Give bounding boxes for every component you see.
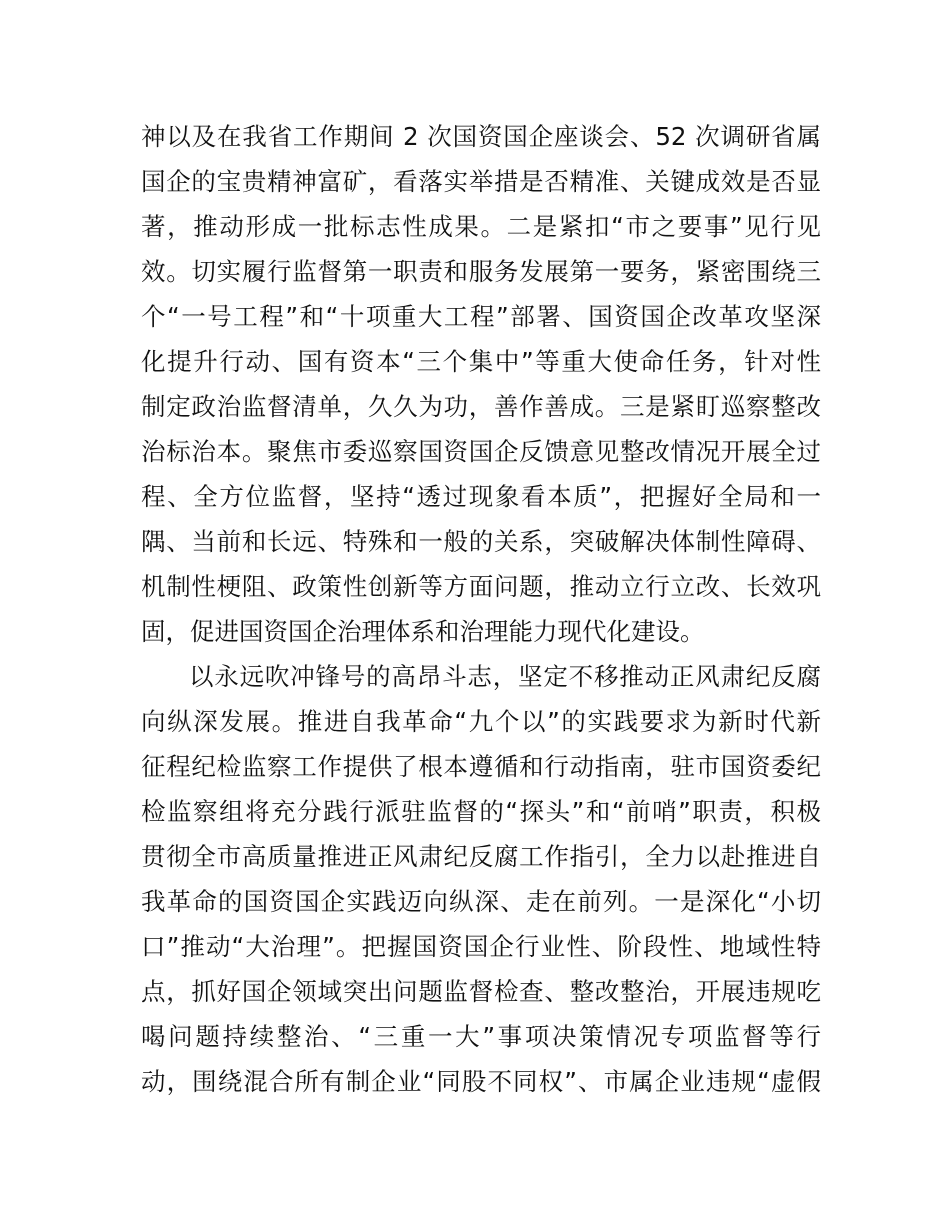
paragraph-line: 口”推动“大治理”。把握国资国企行业性、阶段性、地域性特 bbox=[141, 932, 821, 961]
paragraph-line: 神以及在我省工作期间 2 次国资国企座谈会、52 次调研省属 bbox=[141, 122, 821, 151]
paragraph-line: 动，围绕混合所有制企业“同股不同权”、市属企业违规“虚假 bbox=[141, 1067, 821, 1096]
paragraph-line: 机制性梗阻、政策性创新等方面问题，推动立行立改、长效巩 bbox=[141, 572, 821, 601]
paragraph-line: 隅、当前和长远、特殊和一般的关系，突破解决体制性障碍、 bbox=[141, 527, 821, 556]
paragraph-line: 我革命的国资国企实践迈向纵深、走在前列。一是深化“小切 bbox=[141, 887, 821, 916]
paragraph-line: 检监察组将充分践行派驻监督的“探头”和“前哨”职责，积极 bbox=[141, 797, 821, 826]
paragraph-line: 固，促进国资国企治理体系和治理能力现代化建设。 bbox=[141, 617, 705, 646]
paragraph-line: 征程纪检监察工作提供了根本遵循和行动指南，驻市国资委纪 bbox=[141, 752, 821, 781]
paragraph-line: 效。切实履行监督第一职责和服务发展第一要务，紧密围绕三 bbox=[141, 257, 821, 286]
paragraph-line: 以永远吹冲锋号的高昂斗志，坚定不移推动正风肃纪反腐 bbox=[189, 662, 821, 691]
paragraph-line: 贯彻全市高质量推进正风肃纪反腐工作指引，全力以赴推进自 bbox=[141, 842, 821, 871]
paragraph-line: 程、全方位监督，坚持“透过现象看本质”，把握好全局和一 bbox=[141, 482, 821, 511]
paragraph-line: 点，抓好国企领域突出问题监督检查、整改整治，开展违规吃 bbox=[141, 977, 821, 1006]
paragraph-line: 著，推动形成一批标志性成果。二是紧扣“市之要事”见行见 bbox=[141, 212, 821, 241]
paragraph-line: 国企的宝贵精神富矿，看落实举措是否精准、关键成效是否显 bbox=[141, 167, 821, 196]
paragraph-line: 个“一号工程”和“十项重大工程”部署、国资国企改革攻坚深 bbox=[141, 302, 821, 331]
paragraph-line: 向纵深发展。推进自我革命“九个以”的实践要求为新时代新 bbox=[141, 707, 821, 736]
paragraph-line: 化提升行动、国有资本“三个集中”等重大使命任务，针对性 bbox=[141, 347, 821, 376]
paragraph-line: 制定政治监督清单，久久为功，善作善成。三是紧盯巡察整改 bbox=[141, 392, 821, 421]
paragraph-line: 治标治本。聚焦市委巡察国资国企反馈意见整改情况开展全过 bbox=[141, 437, 821, 466]
paragraph-line: 喝问题持续整治、“三重一大”事项决策情况专项监督等行 bbox=[141, 1022, 821, 1051]
